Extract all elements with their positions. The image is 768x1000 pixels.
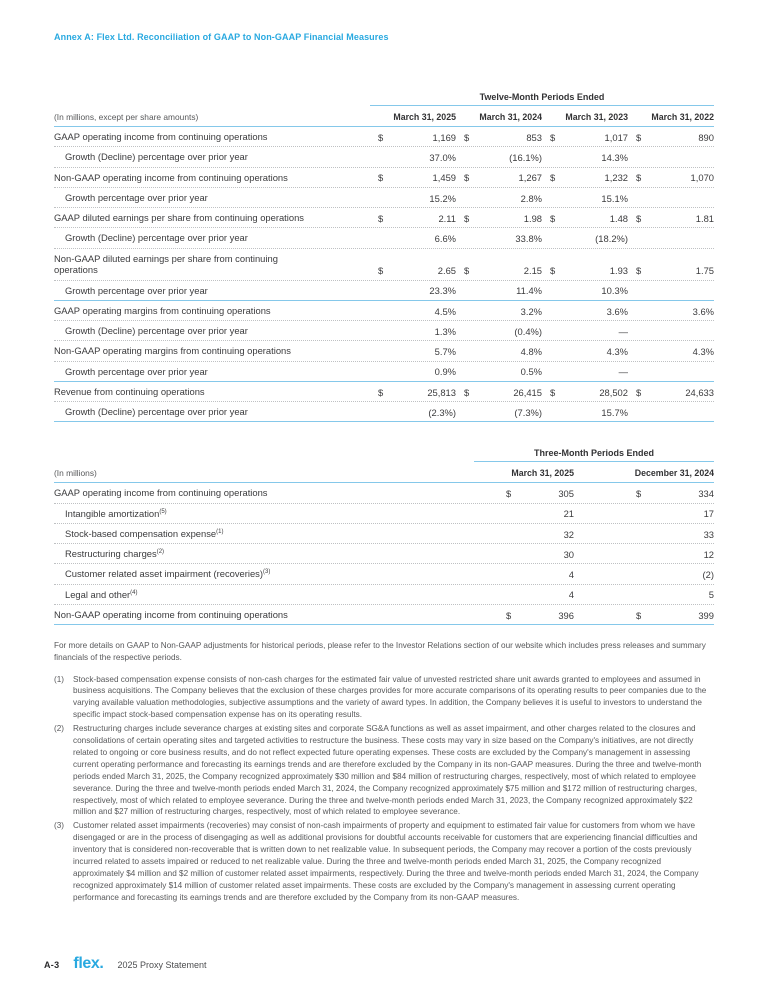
dollar-sign: $ <box>550 212 556 224</box>
value-text: 853 <box>526 131 542 143</box>
flex-logo: flex. <box>73 955 104 972</box>
value-text: 10.3% <box>601 285 628 297</box>
page-title: Annex A: Flex Ltd. Reconciliation of GAAP to Non-GAAP Financial Measures <box>54 32 389 42</box>
cell-value <box>542 285 628 296</box>
value-text: 2.11 <box>438 212 456 224</box>
row-label: Growth (Decline) percentage over prior year <box>65 406 248 417</box>
footnote-ref: (3) <box>262 569 271 576</box>
table-row <box>54 127 714 146</box>
value-text: 15.7% <box>601 406 628 418</box>
table-row <box>54 401 714 421</box>
cell-value <box>628 213 714 224</box>
value-text: 4 <box>568 569 574 580</box>
cell-value <box>542 366 628 377</box>
row-label: Customer related asset impairment (recoveries)$^{(3)}$ <box>65 568 271 580</box>
footnote <box>54 820 714 903</box>
value-text: 24,633 <box>685 386 714 398</box>
row-label: Revenue from continuing operations <box>54 385 205 397</box>
cell-value <box>574 529 714 540</box>
table-row <box>54 381 714 401</box>
table-row <box>54 146 714 166</box>
table-body <box>54 483 714 625</box>
dollar-sign: $ <box>464 131 470 143</box>
row-label: Non-GAAP diluted earnings per share from continuing operations <box>54 252 278 276</box>
value-text: 3.2% <box>520 305 542 317</box>
value-text: 1,169 <box>432 131 456 143</box>
value-text: 1,070 <box>690 172 714 184</box>
table-row <box>54 604 714 625</box>
footnote-ref: (5) <box>159 508 167 515</box>
value-text: (7.3%) <box>514 406 542 418</box>
cell-value <box>474 529 574 540</box>
dollar-sign: $ <box>636 131 642 143</box>
cell-value <box>474 589 574 600</box>
value-text: 1,017 <box>604 131 628 143</box>
value-text: 26,415 <box>513 386 542 398</box>
cell-value <box>542 387 628 398</box>
value-text: 12 <box>703 548 714 560</box>
dollar-sign: $ <box>636 488 642 499</box>
cell-value <box>370 346 456 357</box>
table-row <box>54 207 714 227</box>
column-header: March 31, 2025 <box>393 112 456 122</box>
cell-value <box>628 172 714 183</box>
value-text: 1.98 <box>523 212 542 224</box>
footnote-ref: (2) <box>156 548 165 555</box>
footnote-text: Restructuring charges include severance charges at existing sites and corporate SG&A functions as well as asset impairment, and other charges related to the closures and consolidations of certain operating sites and targeted activities to restructure the business. These costs may vary in size based on the Company's initiatives, are not directly related to ongoing or core business results, and do not reflect expected future operating expenses. These costs are excluded by the Company's management in assessing current operating performance and forecasting its earnings trends and are therefore excluded by the Company in its non-GAAP measures. During the three and twelve-month periods ended March 31, 2025, the Company recognized approximately $30 million and $84 million of restructuring charges, respectively, most of which related to employee severance. During the three and twelve-month periods ended March 31, 2024, the Company recognized approximately $75 million and $172 million of restructuring charges, respectively, most of which related to employee severance. During the three and twelve-month periods ended March 31, 2023, the Company recognized approximately $22 million and $27 million of restructuring charges, respectively, most of which related to employee severance. <box>73 724 702 817</box>
cell-value <box>542 407 628 418</box>
value-text: — <box>618 366 628 378</box>
column-header-row <box>54 462 714 483</box>
dollar-sign: $ <box>378 172 384 184</box>
dollar-sign: $ <box>636 609 642 621</box>
footer-page-number: A-3 <box>44 960 60 970</box>
table-row <box>54 187 714 207</box>
cell-value <box>456 346 542 357</box>
value-text: 3.6% <box>606 305 628 317</box>
cell-value <box>456 193 542 204</box>
units-label: (In millions, except per share amounts) <box>54 112 199 122</box>
cell-value <box>542 306 628 317</box>
footnote-text: Stock-based compensation expense consists of non-cash charges for the estimated fair value of unvested restricted share unit awards granted to employees and assumed in business acquisitions. The Company believes that the exclusion of these charges provides for more accurate comparisons of its operating results to peer companies due to the varying available valuation methodologies, subjective assumptions and the variety of award types. In addition, the Company believes it is useful to investors to understand the specific impact stock-based compensation expense has on its operating results. <box>73 674 707 720</box>
value-text: 334 <box>698 488 714 499</box>
table-row <box>54 483 714 502</box>
footnote-number: (3) <box>54 821 65 831</box>
value-text: 1,267 <box>518 172 542 184</box>
cell-value <box>574 488 714 499</box>
table-row <box>54 563 714 583</box>
row-label: Restructuring charges$^{(2)}$ <box>65 548 165 559</box>
row-label: GAAP operating income from continuing operations <box>54 487 268 499</box>
cell-value <box>370 213 456 224</box>
value-text: 1,459 <box>432 172 456 184</box>
page-footer <box>44 955 207 973</box>
cell-value <box>370 407 456 418</box>
footnote <box>54 723 714 818</box>
value-text: 33.8% <box>515 233 542 244</box>
value-text: (16.1%) <box>509 152 542 163</box>
cell-value <box>456 306 542 317</box>
cell-value <box>456 285 542 296</box>
cell-value <box>628 306 714 317</box>
table-body <box>54 127 714 422</box>
cell-value <box>574 589 714 600</box>
value-text: 399 <box>698 609 714 621</box>
value-text: 4.3% <box>606 346 628 357</box>
cell-value <box>456 172 542 183</box>
dollar-sign: $ <box>550 131 556 143</box>
cell-value <box>628 132 714 143</box>
dollar-sign: $ <box>550 172 556 184</box>
row-label: Non-GAAP operating income from continuing operations <box>54 171 288 183</box>
footnote-text: Customer related asset impairments (recoveries) may consist of non-cash impairments of property and equipment to estimated fair value for customers from whom we have disengaged or are in the process of disengaging as well as additional provisions for doubtful accounts receivable for customers that are experiencing financial difficulties and inventory that is considered non-recoverable that is written down to net realizable value. In subsequent periods, the Company may recover a portion of the costs previously incurred related to assets impaired or reduced to net realizable value. During the three and twelve-month periods ended March 31, 2025, the Company recognized approximately $4 million and $2 million of customer related asset impairments, respectively. During the three and twelve-month periods ended March 31, 2024, the Company recognized approximately $14 million of customer related asset impairments. These costs are excluded by the Company's management in assessing current operating performance and forecasting its earnings trends and are therefore excluded by the Company from its non-GAAP measures. <box>73 821 699 902</box>
column-header: March 31, 2024 <box>479 112 542 122</box>
cell-value <box>456 152 542 163</box>
cell-value <box>456 366 542 377</box>
footnote-number: (1) <box>54 674 65 684</box>
value-text: 1.75 <box>695 265 714 276</box>
cell-value <box>542 346 628 357</box>
period-header-underline <box>474 448 714 462</box>
value-text: (18.2%) <box>595 233 628 244</box>
three-month-table <box>54 448 714 625</box>
dollar-sign: $ <box>464 386 470 398</box>
table-row <box>54 280 714 300</box>
cell-value <box>628 265 714 276</box>
row-label: GAAP operating margins from continuing operations <box>54 304 271 316</box>
table-row <box>54 300 714 320</box>
row-label: GAAP diluted earnings per share from continuing operations <box>54 212 304 223</box>
cell-value <box>370 132 456 143</box>
cell-value <box>542 132 628 143</box>
footnote-ref: (4) <box>130 589 138 596</box>
value-text: 2.65 <box>437 265 456 276</box>
value-text: 4.8% <box>520 346 542 357</box>
value-text: 5.7% <box>434 346 456 357</box>
cell-value <box>542 152 628 163</box>
row-label: GAAP operating income from continuing operations <box>54 131 268 142</box>
dollar-sign: $ <box>464 212 470 224</box>
cell-value <box>474 569 574 580</box>
value-text: 1.48 <box>609 212 628 224</box>
value-text: 4 <box>568 589 574 601</box>
units-label: (In millions) <box>54 468 97 479</box>
cell-value <box>474 488 574 499</box>
dollar-sign: $ <box>506 488 512 499</box>
value-text: 17 <box>703 508 714 520</box>
value-text: 2.8% <box>520 192 542 204</box>
cell-value <box>628 387 714 398</box>
row-label: Stock-based compensation expense$^{(1)}$ <box>65 527 224 539</box>
dollar-sign: $ <box>636 265 642 276</box>
value-text: 14.3% <box>601 152 628 163</box>
cell-value <box>370 233 456 244</box>
dollar-sign: $ <box>378 386 384 398</box>
dollar-sign: $ <box>378 131 384 143</box>
cell-value <box>542 265 628 276</box>
cell-value <box>628 346 714 357</box>
cell-value <box>456 213 542 224</box>
value-text: (2) <box>702 569 714 580</box>
cell-value <box>542 172 628 183</box>
value-text: (0.4%) <box>514 325 542 337</box>
value-text: 4.5% <box>434 305 456 317</box>
value-text: 33 <box>703 528 714 540</box>
value-text: 0.9% <box>434 366 456 378</box>
value-text: 28,502 <box>599 386 628 398</box>
row-label: Non-GAAP operating margins from continuing operations <box>54 345 291 357</box>
column-header-row <box>54 106 714 127</box>
table-row <box>54 523 714 543</box>
document-page <box>54 0 714 904</box>
row-label: Growth percentage over prior year <box>65 365 208 377</box>
period-header: Three-Month Periods Ended <box>533 448 654 459</box>
value-text: 21 <box>563 508 574 520</box>
value-text: 5 <box>708 589 714 601</box>
dollar-sign: $ <box>636 172 642 184</box>
dollar-sign: $ <box>636 212 642 224</box>
row-label: Growth (Decline) percentage over prior year <box>65 151 248 163</box>
cell-value <box>542 193 628 204</box>
footnote-number: (2) <box>54 724 65 734</box>
value-text: 4.3% <box>692 346 714 357</box>
value-text: 1,232 <box>604 172 628 184</box>
table-row <box>54 248 714 280</box>
value-text: — <box>618 325 628 337</box>
cell-value <box>370 285 456 296</box>
value-text: 11.4% <box>516 285 542 297</box>
value-text: 305 <box>558 488 574 499</box>
cell-value <box>456 326 542 337</box>
dollar-sign: $ <box>506 609 512 621</box>
column-header: March 31, 2022 <box>651 112 714 122</box>
table-row <box>54 320 714 340</box>
row-label: Growth (Decline) percentage over prior year <box>65 325 248 336</box>
value-text: 1.93 <box>609 265 628 276</box>
value-text: 15.1% <box>601 192 628 204</box>
value-text: 1.81 <box>695 212 714 224</box>
cell-value <box>542 233 628 244</box>
dollar-sign: $ <box>378 265 384 276</box>
cell-value <box>574 549 714 560</box>
footnote-ref: (1) <box>216 528 224 535</box>
twelve-month-table <box>54 92 714 422</box>
cell-value <box>370 172 456 183</box>
cell-value <box>474 508 574 519</box>
value-text: 37.0% <box>429 152 456 163</box>
table-row <box>54 340 714 360</box>
table-row <box>54 167 714 187</box>
footnotes-list <box>54 674 714 904</box>
row-label: Growth percentage over prior year <box>65 191 208 203</box>
cell-value <box>370 326 456 337</box>
value-text: 6.6% <box>434 233 456 244</box>
column-header: December 31, 2024 <box>634 468 714 479</box>
table-row <box>54 361 714 381</box>
notes-intro: For more details on GAAP to Non-GAAP adjustments for historical periods, please refer to the Investor Relations section of our website which includes press releases and summary financials of the respective periods. <box>54 641 706 663</box>
value-text: 23.3% <box>429 285 456 297</box>
footer-label: 2025 Proxy Statement <box>117 960 207 970</box>
period-header: Twelve-Month Periods Ended <box>479 92 605 102</box>
cell-value <box>370 366 456 377</box>
cell-value <box>456 407 542 418</box>
value-text: 396 <box>558 609 574 621</box>
cell-value <box>370 193 456 204</box>
table-row <box>54 227 714 247</box>
value-text: 0.5% <box>520 366 542 378</box>
row-label: Legal and other$^{(4)}$ <box>65 588 138 600</box>
cell-value <box>456 387 542 398</box>
cell-value <box>542 326 628 337</box>
dollar-sign: $ <box>636 386 642 398</box>
period-header-underline <box>370 92 714 106</box>
cell-value <box>542 213 628 224</box>
cell-value <box>370 306 456 317</box>
value-text: 30 <box>563 548 574 560</box>
cell-value <box>456 265 542 276</box>
value-text: (2.3%) <box>428 406 456 418</box>
value-text: 890 <box>698 131 714 143</box>
value-text: 1.3% <box>434 325 456 337</box>
dollar-sign: $ <box>550 386 556 398</box>
dollar-sign: $ <box>464 172 470 184</box>
row-label: Growth percentage over prior year <box>65 284 208 296</box>
dollar-sign: $ <box>550 265 556 276</box>
dollar-sign: $ <box>378 212 384 224</box>
table-row <box>54 543 714 563</box>
column-header: March 31, 2023 <box>565 112 628 122</box>
value-text: 2.15 <box>523 265 542 276</box>
row-label: Intangible amortization$^{(5)}$ <box>65 507 167 519</box>
value-text: 25,813 <box>427 386 456 398</box>
footnote <box>54 674 714 722</box>
row-label: Non-GAAP operating income from continuing operations <box>54 608 288 620</box>
cell-value <box>370 152 456 163</box>
cell-value <box>574 569 714 580</box>
cell-value <box>370 387 456 398</box>
cell-value <box>370 265 456 276</box>
value-text: 15.2% <box>429 192 456 204</box>
cell-value <box>574 610 714 621</box>
cell-value <box>456 233 542 244</box>
cell-value <box>456 132 542 143</box>
value-text: 3.6% <box>692 305 714 317</box>
value-text: 32 <box>563 528 574 540</box>
table-row <box>54 584 714 604</box>
cell-value <box>574 508 714 519</box>
cell-value <box>474 549 574 560</box>
dollar-sign: $ <box>464 265 470 276</box>
cell-value <box>474 610 574 621</box>
table-row <box>54 503 714 523</box>
column-header: March 31, 2025 <box>511 468 574 479</box>
row-label: Growth (Decline) percentage over prior year <box>65 232 248 244</box>
